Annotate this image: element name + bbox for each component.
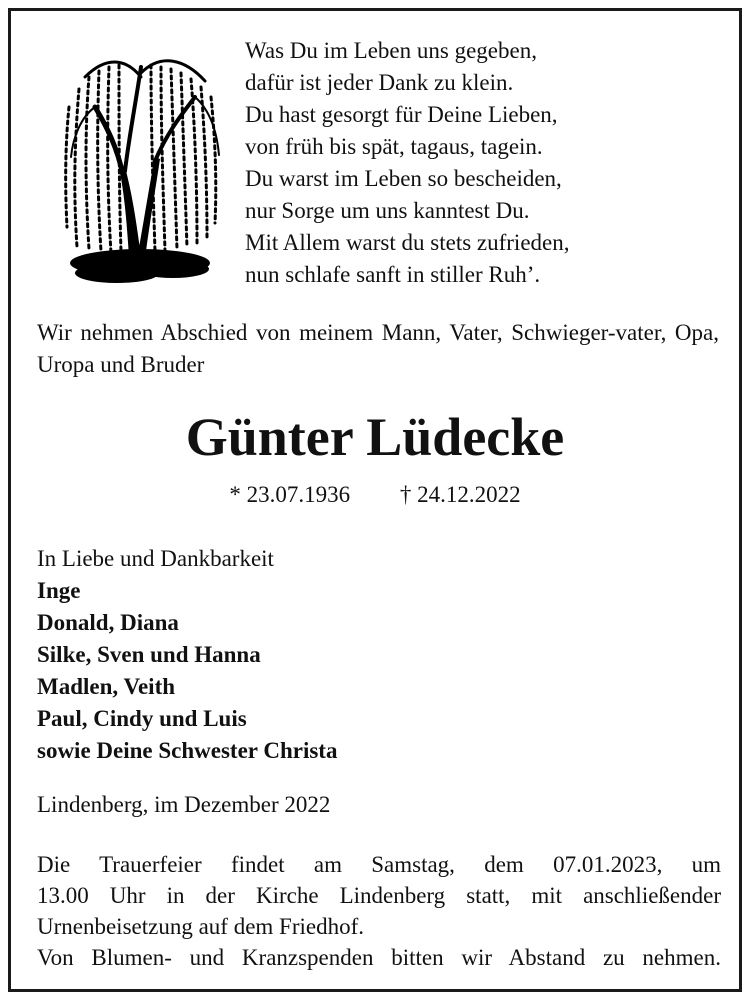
mourner-name: Donald, Diana [37,610,179,635]
funeral-line: Von Blumen- und Kranzspenden bitten wir Abstand zu nehmen. [37,945,721,970]
mourner-name: Inge [37,578,81,603]
poem-line: von früh bis spät, tagaus, tagein. [245,134,543,159]
weeping-willow-tree-icon [45,37,225,299]
poem-line: nun schlafe sanft in stiller Ruh’. [245,262,541,287]
life-dates [11,479,739,511]
birth-date: * 23.07.1936 [229,482,351,507]
obituary-notice [8,8,742,992]
funeral-line: Die Trauerfeier findet am Samstag, dem 07.01.2023, um [37,852,721,877]
mourners-list [37,543,337,767]
poem-line: Du warst im Leben so bescheiden, [245,166,562,191]
mourners-lead: In Liebe und Dankbarkeit [37,546,274,571]
mourner-name: sowie Deine Schwester Christa [37,738,338,763]
poem-line: nur Sorge um uns kanntest Du. [245,198,530,223]
place-date: Lindenberg, im Dezember 2022 [37,792,331,817]
funeral-info [37,849,721,973]
poem-line: Was Du im Leben uns gegeben, [245,38,537,63]
death-date: † 24.12.2022 [399,482,521,507]
deceased-name: Günter Lüdecke [185,407,565,467]
poem-line: Du hast gesorgt für Deine Lieben, [245,102,558,127]
funeral-line: 13.00 Uhr in der Kirche Lindenberg statt, mit anschließender [37,883,721,908]
mourner-name: Madlen, Veith [37,674,176,699]
poem-line: Mit Allem warst du stets zufrieden, [245,230,570,255]
poem [245,35,570,291]
mourner-name: Silke, Sven und Hanna [37,642,261,667]
mourner-name: Paul, Cindy und Luis [37,706,247,731]
poem-line: dafür ist jeder Dank zu klein. [245,70,514,95]
funeral-line: Urnenbeisetzung auf dem Friedhof. [37,914,365,939]
farewell-intro: Wir nehmen Abschied von meinem Mann, Vater, Schwieger-vater, Opa, Uropa und Bruder [37,320,719,377]
